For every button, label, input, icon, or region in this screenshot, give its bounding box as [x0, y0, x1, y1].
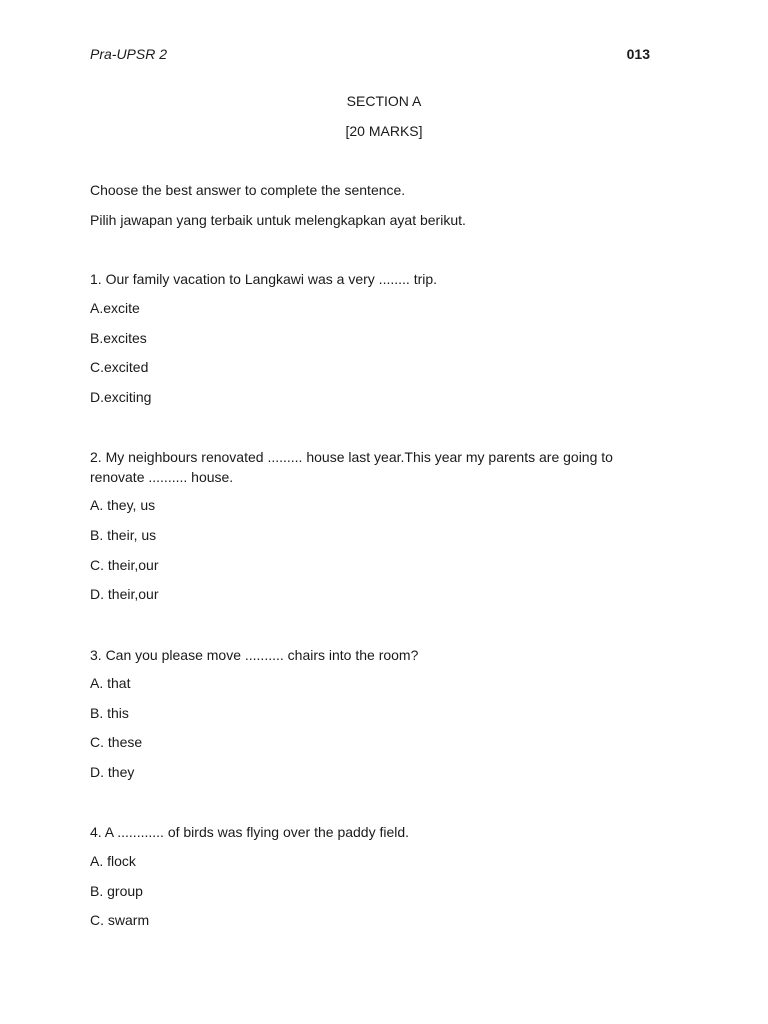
question-2: 2. My neighbours renovated ......... house last year.This year my parents are going to renovate .......... house.	[90, 449, 613, 485]
question-2-option-a: A. they, us	[90, 497, 156, 513]
question-2-option-c: C. their,our	[90, 557, 159, 573]
section-marks: [20 MARKS]	[345, 123, 423, 139]
question-3-option-b: B. this	[90, 705, 129, 721]
question-3-option-d: D. they	[90, 764, 135, 780]
question-3-option-a: A. that	[90, 675, 131, 691]
question-3: 3. Can you please move .......... chairs into the room?	[90, 647, 419, 663]
question-2-option-d: D. their,our	[90, 586, 159, 602]
question-1-option-d: D.exciting	[90, 389, 152, 405]
paper-name: Pra-UPSR 2	[90, 46, 168, 62]
question-2-option-b: B. their, us	[90, 527, 157, 543]
question-4-option-a: A. flock	[90, 853, 136, 869]
question-1-option-b: B.excites	[90, 330, 147, 346]
question-1: 1. Our family vacation to Langkawi was a very ........ trip.	[90, 271, 438, 287]
paper-code: 013	[626, 46, 650, 62]
instruction-english: Choose the best answer to complete the sentence.	[90, 182, 406, 198]
question-1-option-c: C.excited	[90, 359, 149, 375]
question-4-option-b: B. group	[90, 883, 143, 899]
question-4-option-c: C. swarm	[90, 912, 150, 928]
section-title: SECTION A	[346, 93, 422, 109]
question-3-option-c: C. these	[90, 734, 143, 750]
question-1-option-a: A.excite	[90, 300, 140, 316]
question-4: 4. A ............ of birds was flying over the paddy field.	[90, 824, 410, 840]
exam-page	[90, 0, 650, 1024]
instruction-malay: Pilih jawapan yang terbaik untuk melengkapkan ayat berikut.	[90, 212, 466, 228]
